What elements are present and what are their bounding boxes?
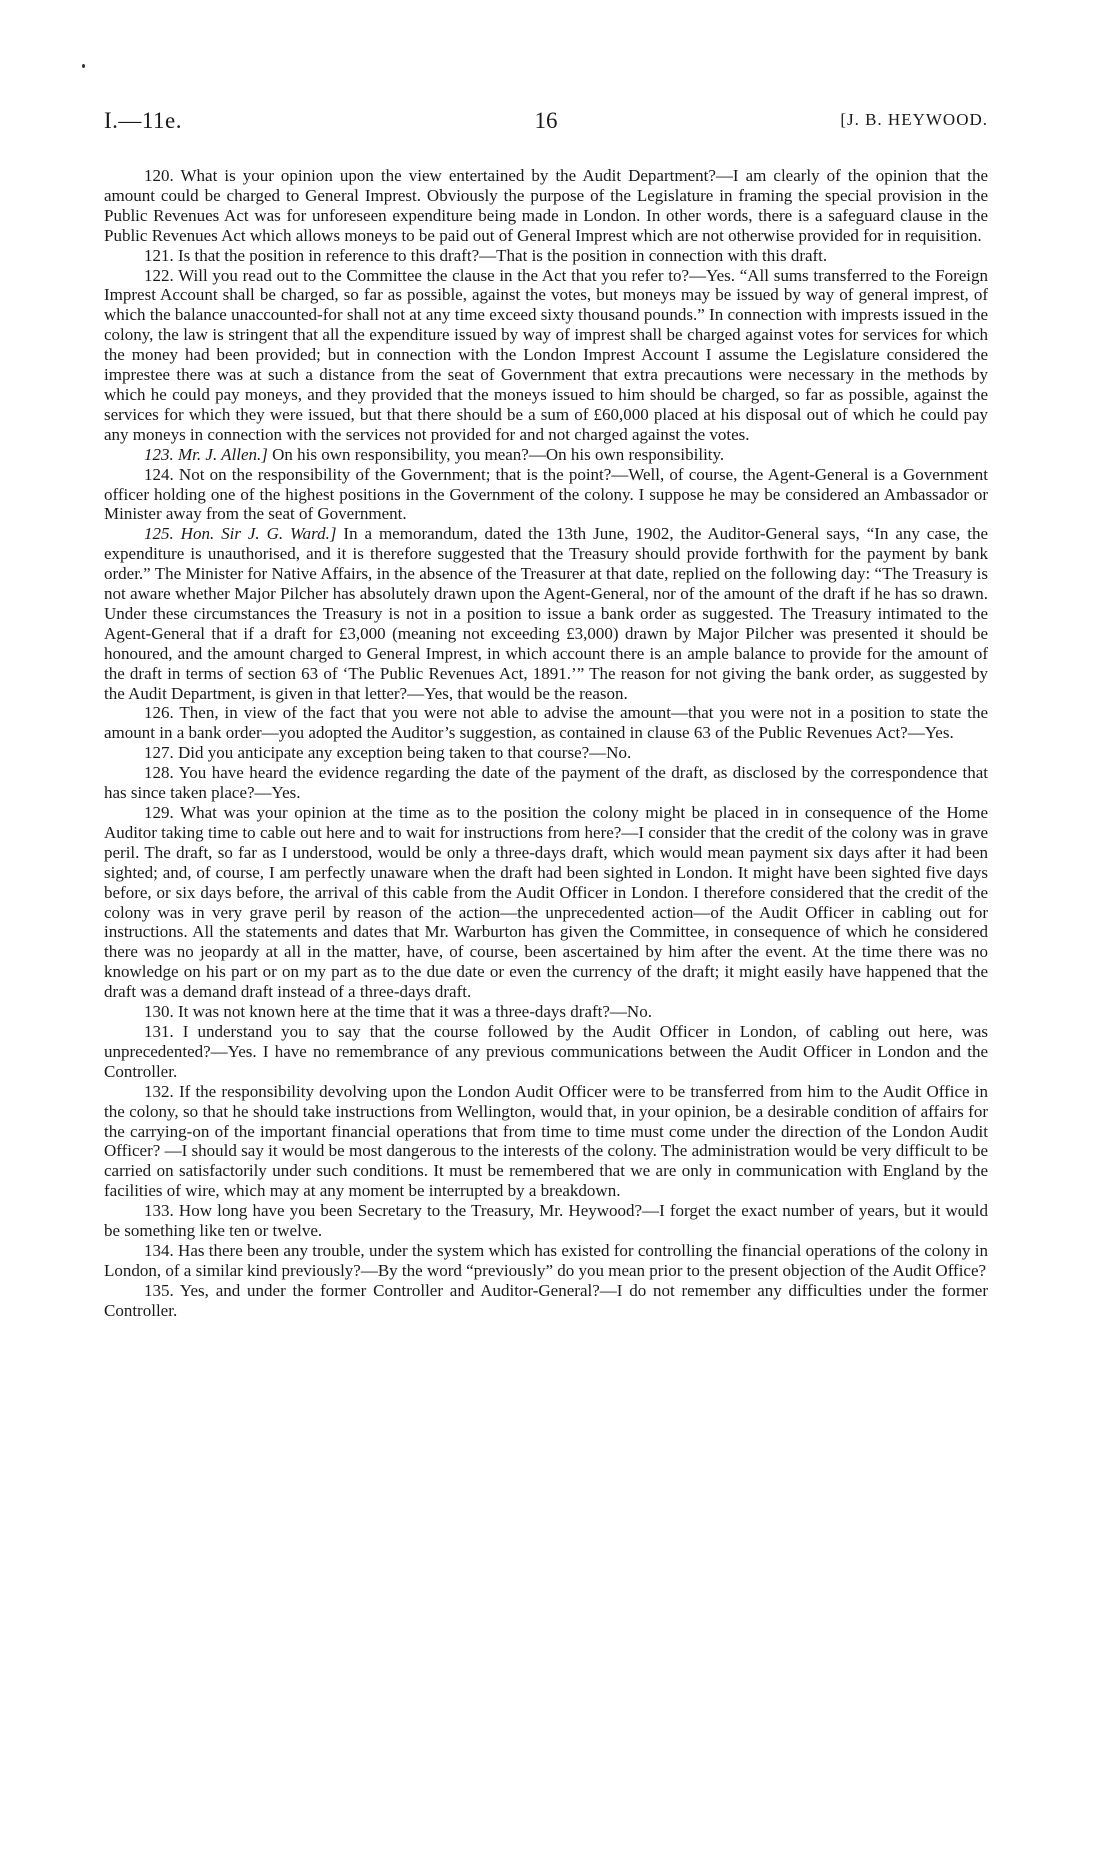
paragraph-130: 130. It was not known here at the time that it was a three-days draft?—No. [144,1002,652,1022]
paragraph-126: 126. Then, in view of the fact that you were not able to advise the amount—that you were not in a position to state the amount in a bank order—you adopted the Auditor’s suggestion, as contained in clause 63 of the Public Revenues Act?—Yes. [104,703,988,743]
paragraph-128: 128. You have heard the evidence regarding the date of the payment of the draft, as disclosed by the correspondence that has since taken place?—Yes. [104,763,988,803]
paragraph-135: 135. Yes, and under the former Controller and Auditor-General?—I do not remember any difficulties under the former Controller. [104,1280,988,1320]
paragraph-120: 120. What is your opinion upon the view entertained by the Audit Department?—I am clearly of the opinion that the amount could be charged to General Imprest. Obviously the purpose of the Legislature in framing the special provision in the Public Revenues Act was for unforeseen expenditure being made in London. In other words, there is a safeguard clause in the Public Revenues Act which allows moneys to be paid out of General Imprest which are not otherwise provided for in requisition. [104,166,988,245]
paragraph-134: 134. Has there been any trouble, under the system which has existed for controlling the financial operations of the colony in London, of a similar kind previously?—By the word “previously” do you mean prior to the present objection of the Audit Office? [104,1240,988,1280]
page-number: 16 [534,108,558,133]
margin-mark [82,64,85,68]
page-header [104,108,988,138]
paragraph-127: 127. Did you anticipate any exception being taken to that course?—No. [144,743,632,763]
paragraph-125: 125. Hon. Sir J. G. Ward.] In a memorandum, dated the 13th June, 1902, the Auditor-General says, “In any case, the expenditure is unauthorised, and it is therefore suggested that the Treasury should provide forthwith for the payment by bank order.” The Minister for Native Affairs, in the absence of the Treasurer at that date, replied on the following day: “The Treasury is not aware whether Major Pilcher has absolutely drawn upon the Agent-General, nor of the amount of the draft if he has so drawn. Under these circumstances the Treasury is not in a position to issue a bank order as suggested. The Treasury intimated to the Agent-General that if a draft for £3,000 (meaning not exceeding £3,000) drawn by Major Pilcher was presented it should be honoured, and the amount charged to General Imprest, in which account there is an ample balance to provide for the amount of the draft in terms of section 63 of ‘The Public Revenues Act, 1891.’” The reason for not giving the bank order, as suggested by the Audit Department, is given in that letter?—Yes, that would be the reason. [104,524,988,703]
speaker-prefix: 125. Hon. Sir J. G. Ward.] [144,524,337,544]
witness-name: [J. B. HEYWOOD. [840,110,988,129]
paragraph-132: 132. If the responsibility devolving upon the London Audit Officer were to be transferred from him to the Audit Office in the colony, so that he should take instructions from Wellington, would that, in your opinion, be a desirable condition of affairs for the carrying-on of the important financial operations that from time to time must come under the direction of the London Audit Officer? —I should say it would be most dangerous to the interests of the colony. The administration would be very difficult to be carried on satisfactorily under such conditions. It must be remembered that we are only in communication with England by the facilities of wire, which may at any moment be interrupted by a breakdown. [104,1081,988,1201]
speaker-prefix: 123. Mr. J. Allen.] [144,444,268,464]
document-page [104,108,988,1321]
paragraph-123: 123. Mr. J. Allen.] On his own responsibility, you mean?—On his own responsibility. [144,444,725,464]
paragraph-122: 122. Will you read out to the Committee the clause in the Act that you refer to?—Yes. “All sums transferred to the Foreign Imprest Account shall be charged, so far as possible, against the votes, but moneys may be issued by way of general imprest, of which the balance unaccounted-for shall not at any time exceed sixty thousand pounds.” In connection with imprests issued in the colony, the law is stringent that all the expenditure issued by way of imprest shall be charged against votes for services for which the money had been provided; but in connection with the London Imprest Account I assume the Legislature considered the imprestee there was at such a distance from the seat of Government that extra precautions were necessary in the methods by which he could pay moneys, and they provided that the moneys issued to him should be charged, so far as possible, against the services for which they were issued, but that there should be a sum of £60,000 placed at his disposal out of which he could pay any moneys in connection with the services not provided for and not charged against the votes. [104,265,988,444]
paper-reference: I.—11e. [104,108,183,133]
paragraph-124: 124. Not on the responsibility of the Government; that is the point?—Well, of course, the Agent-General is a Government officer holding one of the highest positions in the Government of the colony. I suppose he may be considered an Ambassador or Minister away from the seat of Government. [104,464,988,524]
paragraph-129: 129. What was your opinion at the time as to the position the colony might be placed in in consequence of the Home Auditor taking time to cable out here and to wait for instructions from here?—I consider that the credit of the colony was in grave peril. The draft, so far as I understood, would be only a three-days draft, which would mean payment six days after it had been sighted; and, of course, I am perfectly unaware when the draft had been sighted in London. It might have been sighted five days before, or six days before, the arrival of this cable from the Audit Officer in London. I therefore considered that the credit of the colony was in very grave peril by reason of the action—the unprecedented action—of the Audit Officer in cabling out for instructions. All the statements and dates that Mr. Warburton has given the Committee, in consequence of which he considered there was no jeopardy at all in the matter, have, of course, been ascertained by him after the event. At the time there was no knowledge on his part or on my part as to the due date or even the currency of the draft; it might easily have happened that the draft was a demand draft instead of a three-days draft. [104,803,988,1002]
paragraph-121: 121. Is that the position in reference to this draft?—That is the position in connection with this draft. [144,245,828,265]
evidence-text [104,166,988,1321]
paragraph-131: 131. I understand you to say that the course followed by the Audit Officer in London, of cabling out here, was unprecedented?—Yes. I have no remembrance of any previous communications between the Audit Officer in London and the Controller. [104,1021,988,1081]
paragraph-133: 133. How long have you been Secretary to the Treasury, Mr. Heywood?—I forget the exact number of years, but it would be something like ten or twelve. [104,1201,988,1241]
